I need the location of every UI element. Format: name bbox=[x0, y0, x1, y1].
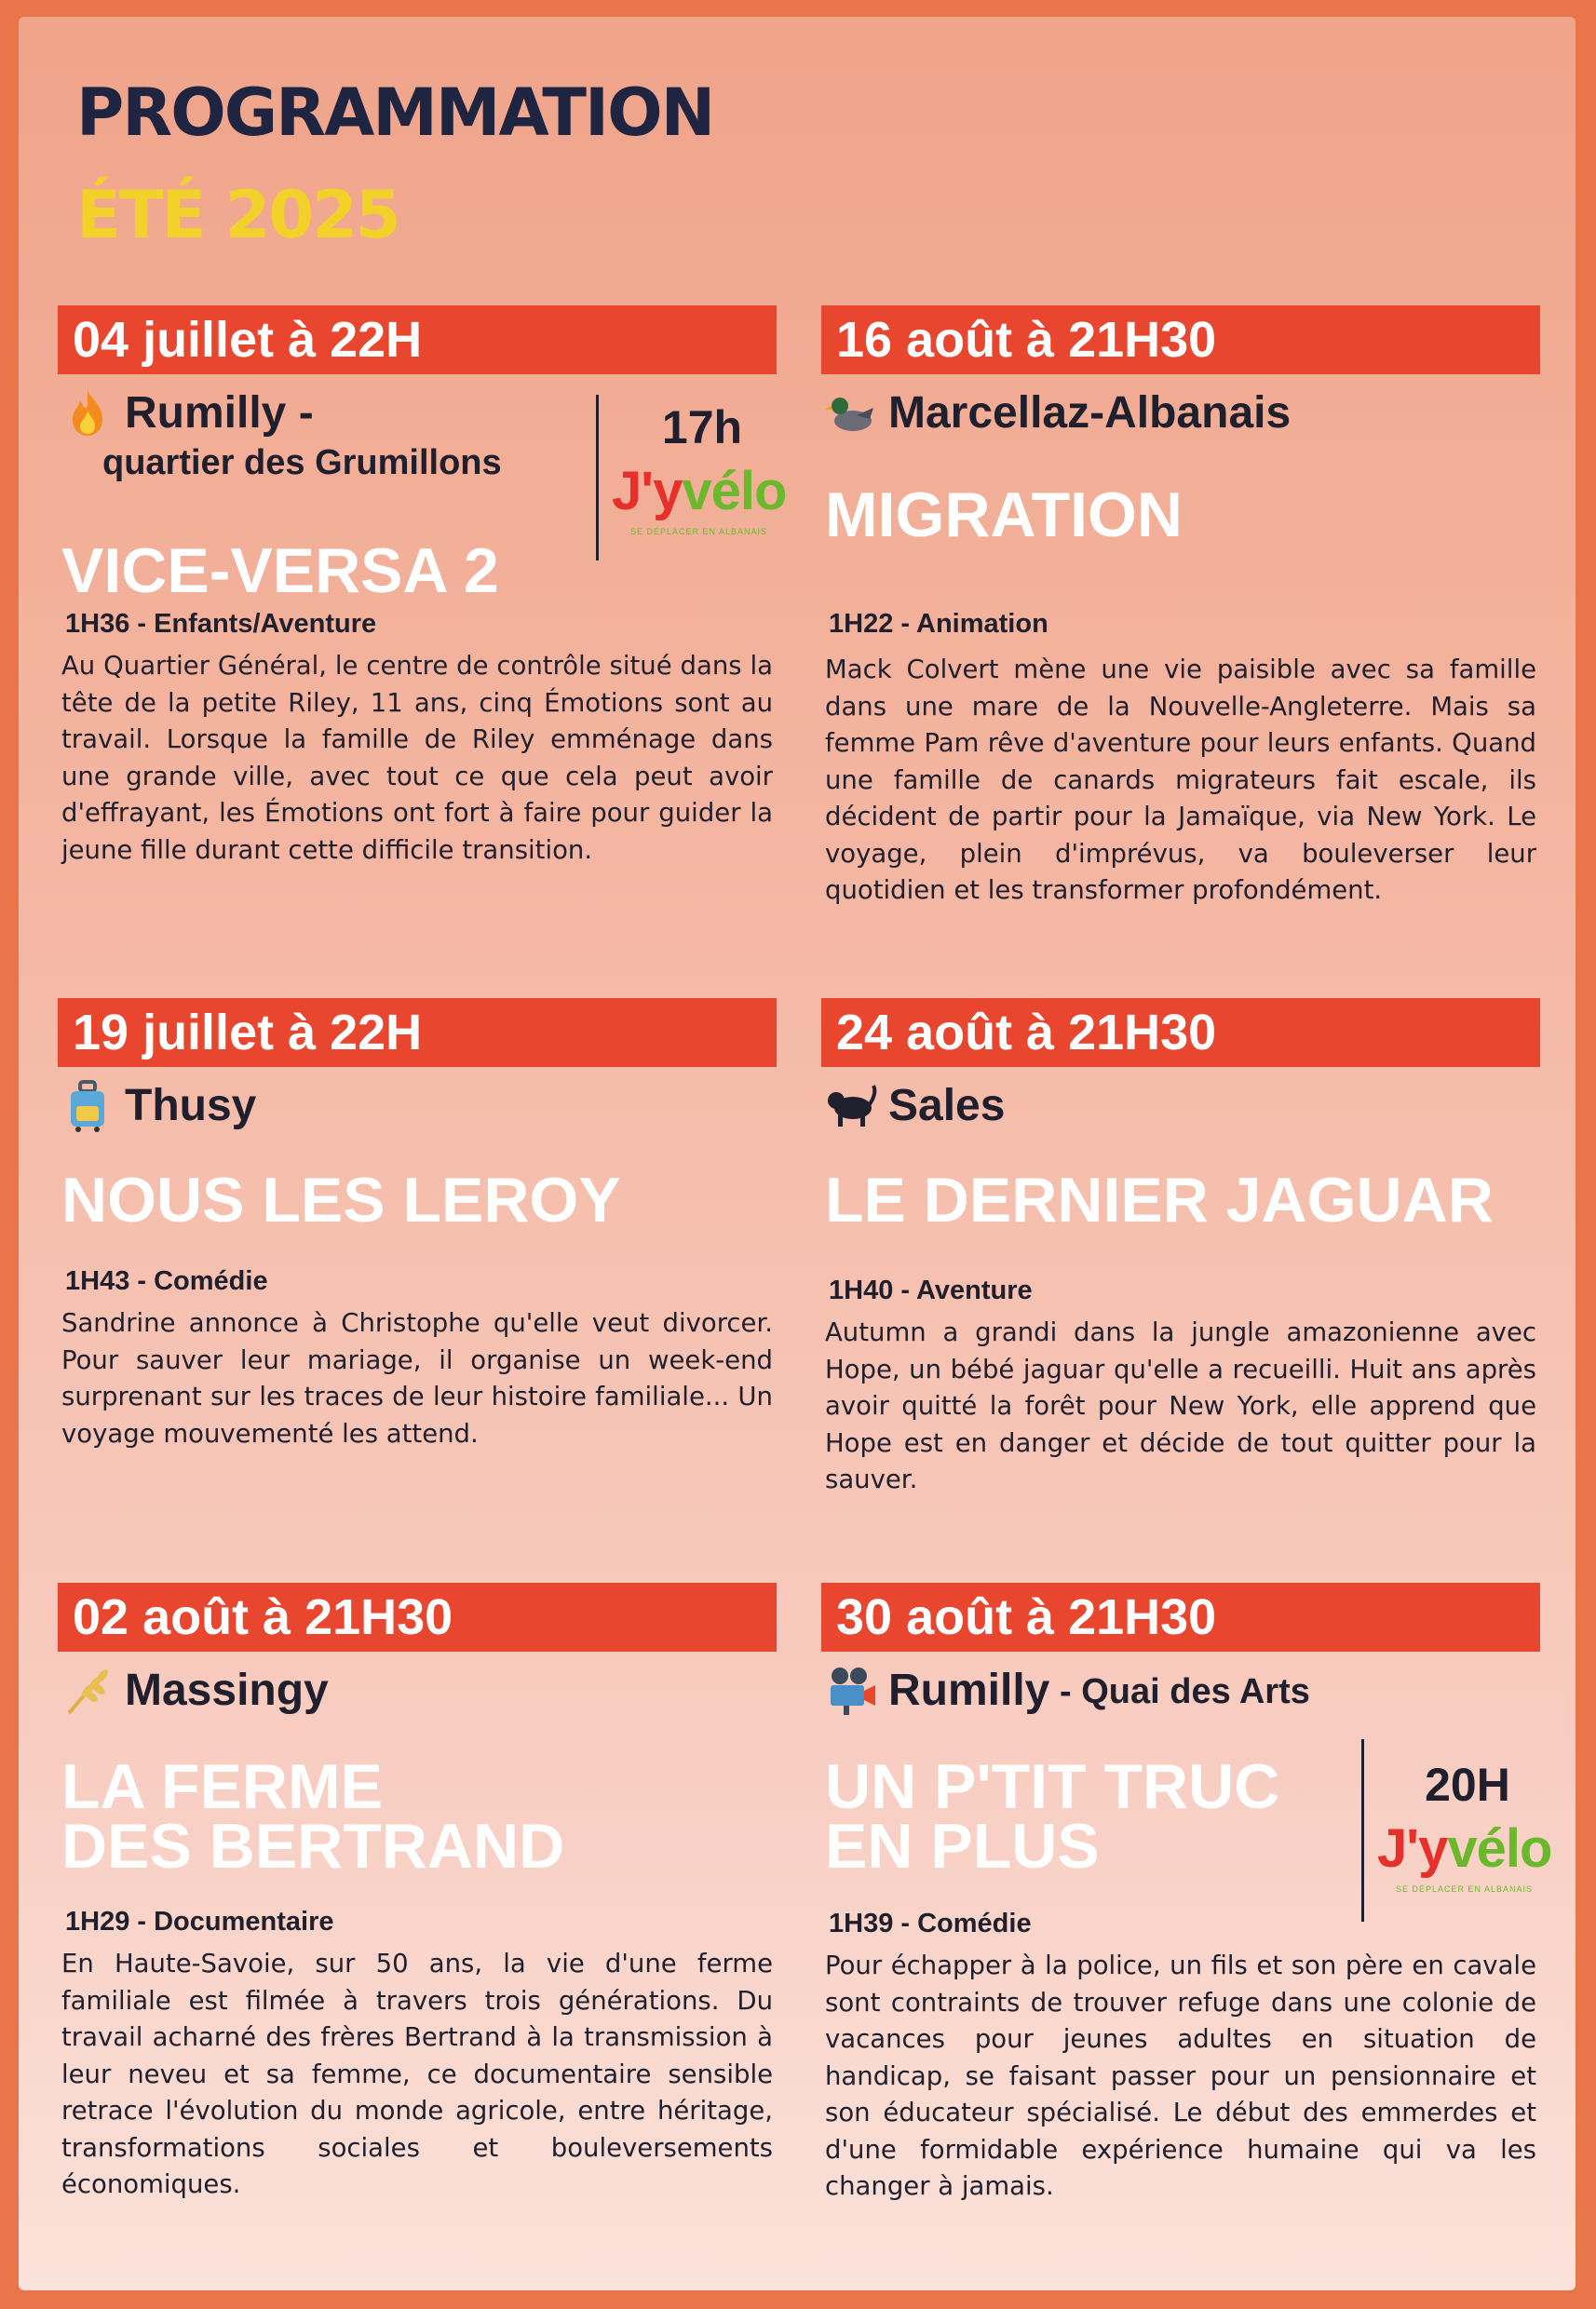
event-date: 19 juillet à 22H bbox=[58, 998, 777, 1067]
jyvelo-time: 20H bbox=[1425, 1759, 1510, 1811]
movie-title: MIGRATION bbox=[825, 479, 1183, 550]
movie-title-line-2: EN PLUS bbox=[825, 1811, 1100, 1882]
jyvelo-logo: J'yvélo bbox=[1377, 1818, 1552, 1879]
movie-meta: 1H43 - Comédie bbox=[65, 1266, 268, 1296]
movie-meta: 1H39 - Comédie bbox=[829, 1909, 1032, 1938]
movie-meta: 1H36 - Enfants/Aventure bbox=[65, 609, 377, 639]
wheat-icon bbox=[61, 1665, 114, 1717]
jyvelo-box bbox=[596, 395, 805, 560]
duck-icon bbox=[825, 387, 877, 439]
event-date: 04 juillet à 22H bbox=[58, 305, 777, 374]
movie-title-line-1: UN P'TIT TRUC bbox=[825, 1751, 1280, 1822]
jyvelo-tagline: SE DÉPLACER EN ALBANAIS bbox=[630, 527, 768, 536]
event-location bbox=[58, 1074, 777, 1140]
location-name: Massingy bbox=[125, 1666, 329, 1715]
event-card-2 bbox=[821, 305, 1540, 957]
event-date: 02 août à 21H30 bbox=[58, 1583, 777, 1652]
event-date: 24 août à 21H30 bbox=[821, 998, 1540, 1067]
movie-meta: 1H22 - Animation bbox=[829, 609, 1048, 639]
movie-title-line-2: DES BERTRAND bbox=[61, 1811, 565, 1882]
event-location bbox=[821, 1659, 1540, 1724]
movie-title: NOUS LES LEROY bbox=[61, 1165, 621, 1236]
luggage-icon bbox=[61, 1080, 114, 1132]
movie-description: Sandrine annonce à Christophe qu'elle veut divorcer. Pour sauver leur mariage, il organise un week-end surprenant sur les traces de leur histoire familiale... Un voyage mouvementé les attend. bbox=[61, 1308, 773, 1449]
location-detail: quartier des Grumillons bbox=[102, 443, 502, 482]
movie-title: VICE-VERSA 2 bbox=[61, 535, 499, 606]
event-card-6 bbox=[821, 1583, 1552, 2235]
location-name: Sales bbox=[888, 1081, 1006, 1130]
jyvelo-box bbox=[1361, 1739, 1571, 1922]
movie-title-line-1: LA FERME bbox=[61, 1751, 384, 1822]
event-date: 30 août à 21H30 bbox=[821, 1583, 1540, 1652]
movie-title: LE DERNIER JAGUAR bbox=[825, 1165, 1494, 1236]
location-name: Rumilly - bbox=[125, 388, 314, 438]
location-name: Marcellaz-Albanais bbox=[888, 388, 1292, 438]
event-card-4 bbox=[821, 998, 1540, 1519]
movie-description: Autumn a grandi dans la jungle amazonienne avec Hope, un bébé jaguar qu'elle a recueilli. Huit ans après avoir quitté la forêt pour New York, elle apprend que Hope est en danger et décide de tout quitter pour la sauver. bbox=[825, 1317, 1536, 1494]
event-card-5 bbox=[58, 1583, 777, 2235]
movie-description: Pour échapper à la police, un fils et son père en cavale sont contraints de trouver refuge dans une colonie de vacances pour jeunes adultes en situation de handicap, se faisant passer pour un pensionnaire et son éducateur spécialisé. Le début des emmerdes et d'une formidable expérience humaine qui va les changer à jamais. bbox=[825, 1951, 1536, 2201]
location-name: Thusy bbox=[125, 1081, 257, 1130]
event-location bbox=[58, 1659, 777, 1724]
jyvelo-tagline: SE DÉPLACER EN ALBANAIS bbox=[1396, 1884, 1534, 1894]
movie-description: Mack Colvert mène une vie paisible avec sa famille dans une mare de la Nouvelle-Angleterre. Mais sa femme Pam rêve d'aventure pour leurs enfants. Quand une famille de canards migrateurs fait escale, ils décident de partir pour la Jamaïque, via New York. Le voyage, plein d'imprévus, va bouleverser leur quotidien et les transformer profondément. bbox=[825, 655, 1536, 905]
location-detail: - Quai des Arts bbox=[1060, 1672, 1310, 1711]
poster bbox=[19, 17, 1576, 2290]
location-name: Rumilly bbox=[888, 1666, 1050, 1715]
movie-meta: 1H29 - Documentaire bbox=[65, 1907, 334, 1937]
movie-description: Au Quartier Général, le centre de contrôle situé dans la tête de la petite Riley, 11 ans, cinq Émotions sont au travail. Lorsque la famille de Riley emménage dans une grande ville, avec tout ce que cela peut avoir d'effrayant, les Émotions ont fort à faire pour guider la jeune fille durant cette difficile transition. bbox=[61, 651, 773, 865]
movie-description: En Haute-Savoie, sur 50 ans, la vie d'une ferme familiale est filmée à travers trois générations. Du travail acharné des frères Bertrand à la transmission à leur neveu et sa femme, ce documentaire sensible retrace l'évolution du monde agricole, entre héritage, transformations sociales et bouleversements économiques. bbox=[61, 1949, 773, 2199]
jaguar-icon bbox=[825, 1080, 877, 1132]
page-subtitle: ÉTÉ 2025 bbox=[76, 177, 399, 253]
movie-camera-icon bbox=[825, 1665, 877, 1717]
event-location bbox=[821, 382, 1540, 447]
event-date: 16 août à 21H30 bbox=[821, 305, 1540, 374]
fire-icon bbox=[61, 387, 114, 439]
event-card-3 bbox=[58, 998, 777, 1519]
event-location bbox=[821, 1074, 1540, 1140]
movie-meta: 1H40 - Aventure bbox=[829, 1276, 1033, 1305]
event-card-1 bbox=[58, 305, 787, 920]
jyvelo-logo: J'yvélo bbox=[612, 461, 787, 521]
jyvelo-time: 17h bbox=[661, 401, 743, 453]
page-title: PROGRAMMATION bbox=[76, 74, 714, 151]
